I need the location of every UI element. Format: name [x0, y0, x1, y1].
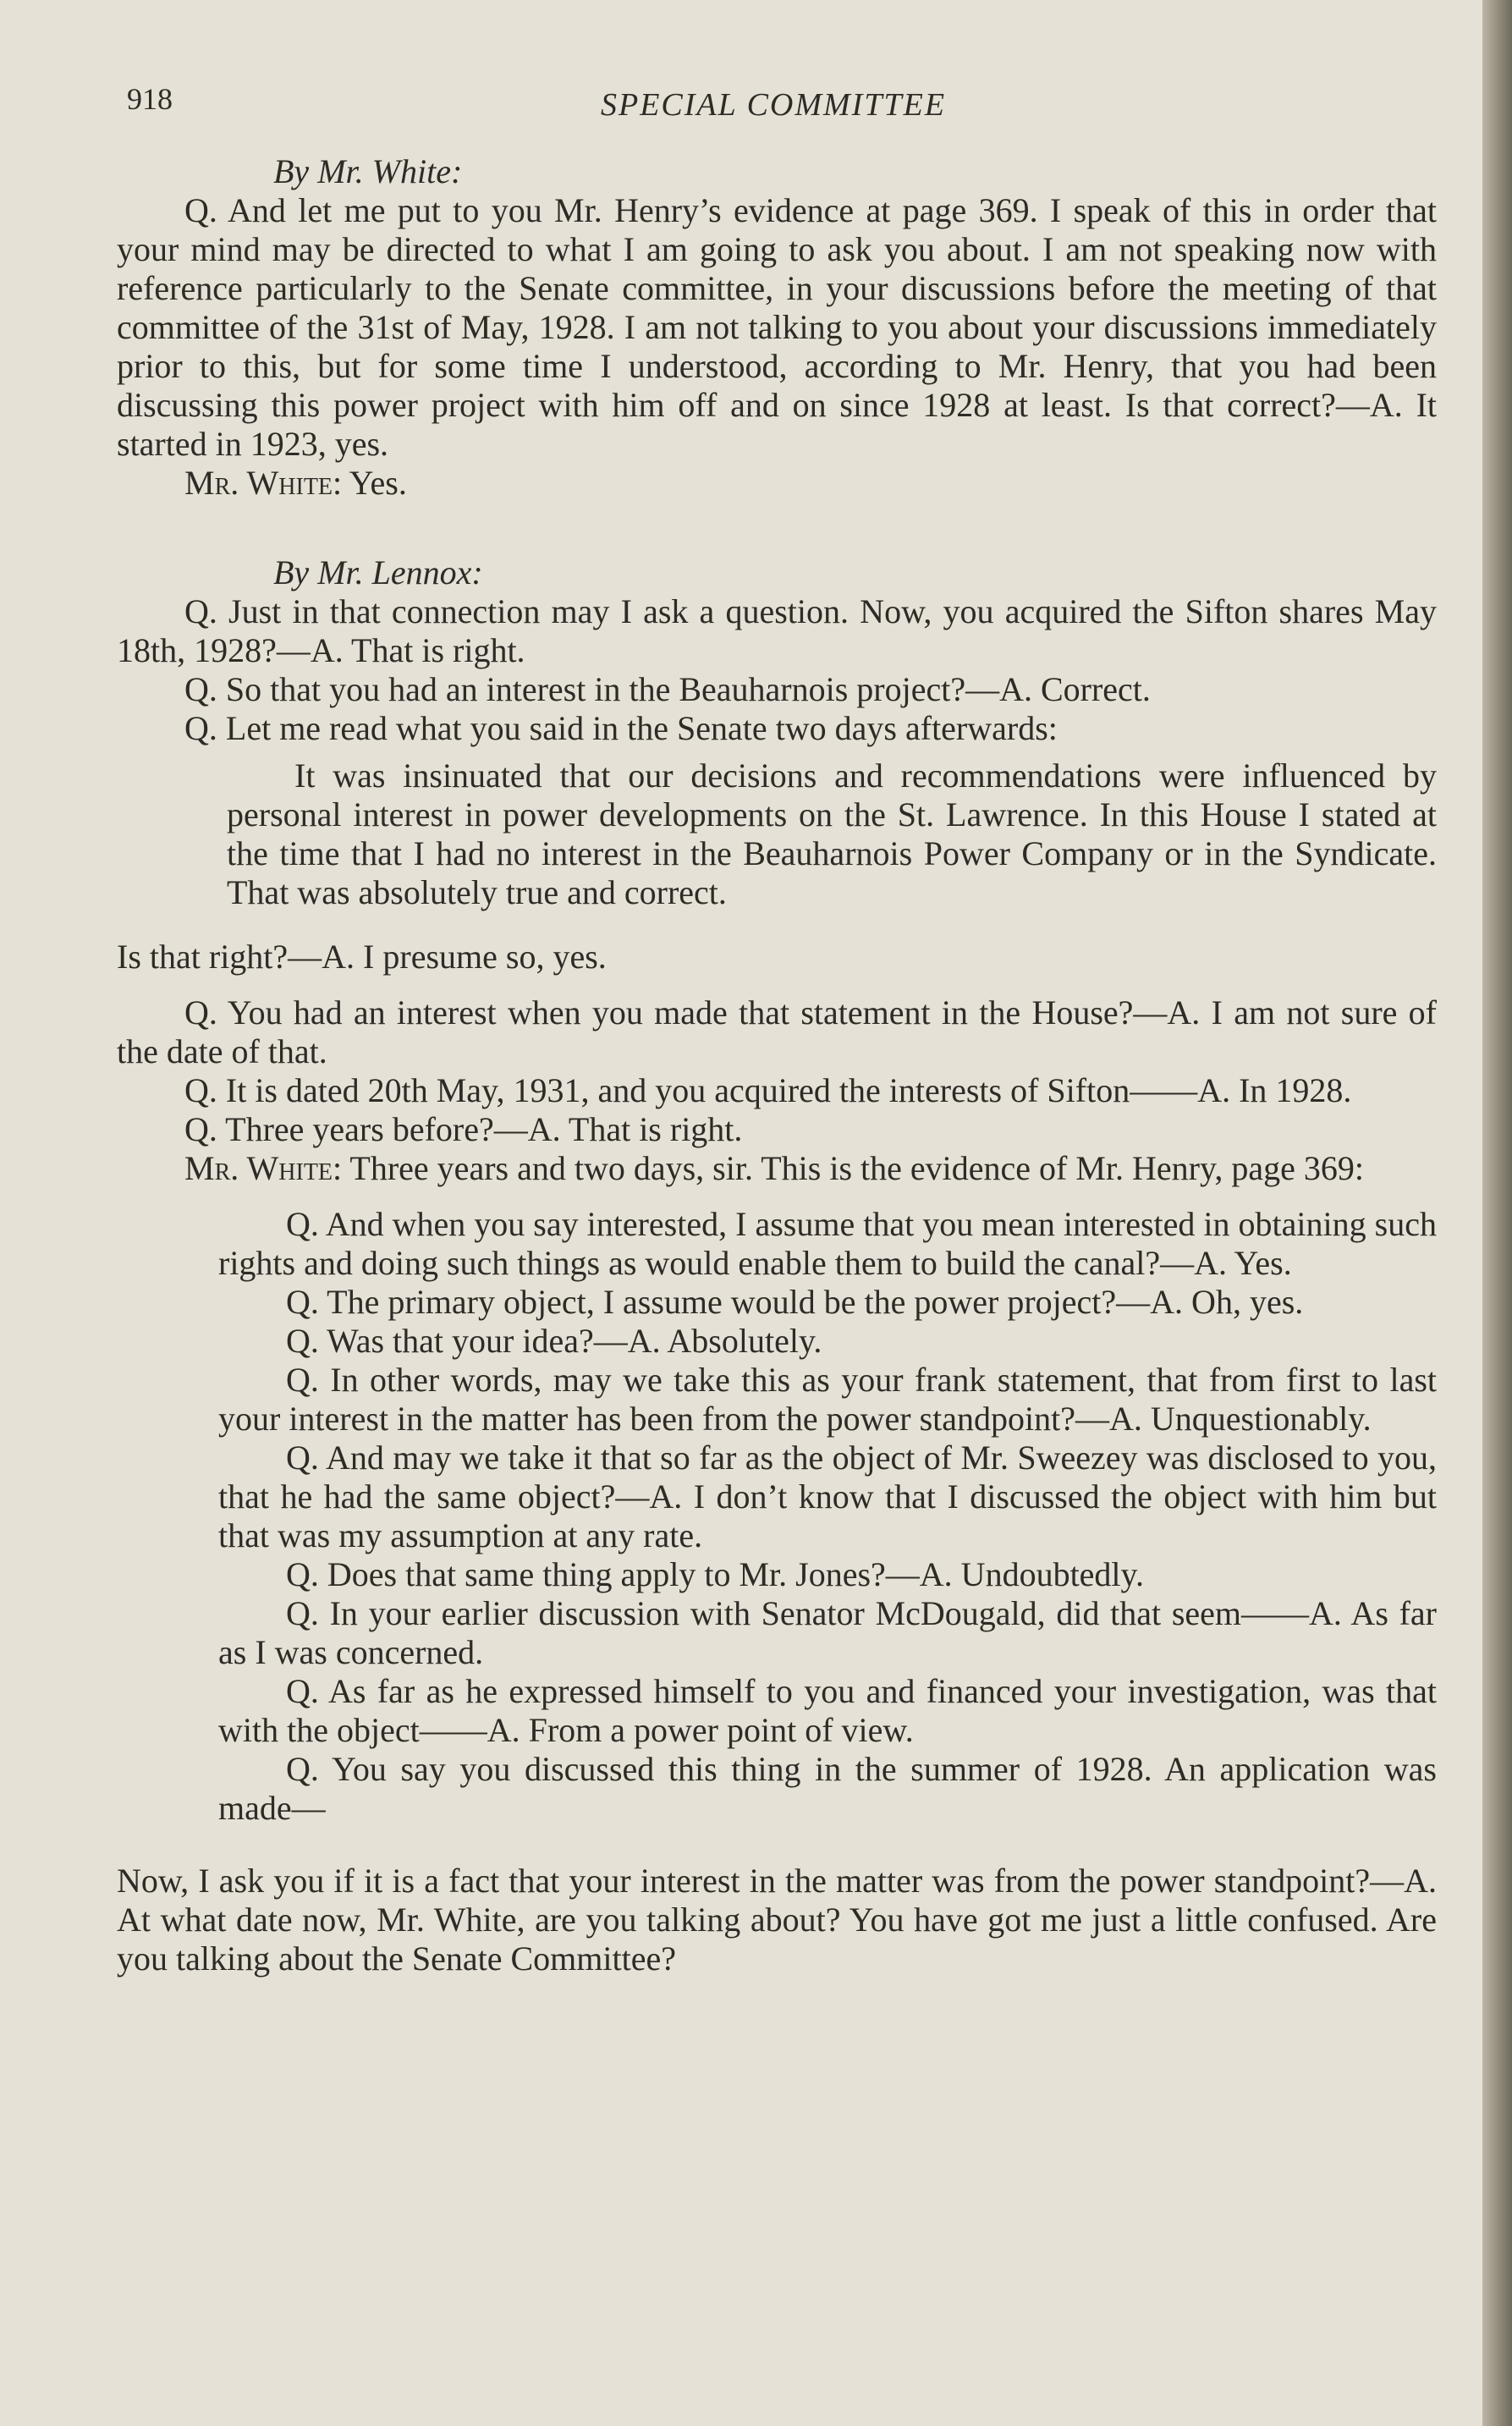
- page-header: [110, 81, 1447, 132]
- question-paragraph: Q. And let me put to you Mr. Henry’s evidence at page 369. I speak of this in order that your mind may be directed to what I am going to ask you about. I am not speaking now with reference particularly to the Senate committee, in your discussions before the meeting of that committee of the 31st of May, 1928. I am not talking to you about your discussions immediately prior to this, but for some time I understood, according to Mr. Henry, that you had been discussing this power project with him off and on since 1928 at least. Is that correct?—A. It started in 1923, yes.: [117, 191, 1437, 463]
- quoted-question: Q. Does that same thing apply to Mr. Jones?—A. Undoubtedly.: [286, 1555, 1144, 1593]
- examiner-heading: By Mr. Lennox:: [273, 553, 483, 591]
- speaker-text: Three years and two days, sir. This is the evidence of Mr. Henry, page 369:: [349, 1149, 1364, 1187]
- senate-quote: It was insinuated that our decisions and recommendations were influenced by personal interest in power developments on the St. Lawrence. In this House I stated at the time that I had no interest in the Beauharnois Power Company or in the Syndicate. That was absolutely true and correct.: [227, 756, 1437, 911]
- quoted-question: Q. You say you discussed this thing in the summer of 1928. An application was made—: [218, 1750, 1437, 1827]
- quoted-question: Q. In your earlier discussion with Senator McDougald, did that seem——A. As far as I was concerned.: [218, 1594, 1437, 1671]
- question-paragraph: Q. You had an interest when you made that statement in the House?—A. I am not sure of the date of that.: [117, 993, 1437, 1070]
- speaker-name: Mr. White:: [184, 464, 343, 502]
- speaker-name: Mr. White:: [184, 1149, 343, 1187]
- henry-evidence-quote: [117, 1205, 1437, 1828]
- book-spine-shadow: [1482, 0, 1512, 2426]
- question-paragraph: Q. Just in that connection may I ask a question. Now, you acquired the Sifton shares May 18th, 1928?—A. That is right.: [117, 592, 1437, 669]
- speaker-text: Yes.: [349, 464, 407, 502]
- quoted-question: Q. Was that your idea?—A. Absolutely.: [286, 1322, 822, 1360]
- closing-paragraph: Now, I ask you if it is a fact that your interest in the matter was from the power standpoint?—A. At what date now, Mr. White, are you talking about? You have got me just a little confused. Are you talking about the Senate Committee?: [117, 1862, 1437, 1978]
- speaker-line: [117, 1149, 1437, 1188]
- quoted-question: Q. And when you say interested, I assume that you mean interested in obtaining such rights and doing such things as would enable them to build the canal?—A. Yes.: [218, 1205, 1437, 1282]
- question-paragraph: Q. It is dated 20th May, 1931, and you acquired the interests of Sifton——A. In 1928.: [184, 1071, 1352, 1109]
- running-title: SPECIAL COMMITTEE: [601, 87, 947, 123]
- question-paragraph: Q. Let me read what you said in the Senate two days afterwards:: [184, 709, 1058, 747]
- question-paragraph: Q. Three years before?—A. That is right.: [184, 1110, 743, 1148]
- question-paragraph: Is that right?—A. I presume so, yes.: [117, 938, 607, 976]
- quoted-question: Q. The primary object, I assume would be the power project?—A. Oh, yes.: [286, 1283, 1304, 1321]
- speaker-line: [117, 464, 1437, 503]
- quoted-question: Q. In other words, may we take this as your frank statement, that from first to last your interest in the matter has been from the power standpoint?—A. Unquestionably.: [218, 1361, 1437, 1438]
- quoted-question: Q. As far as he expressed himself to you and financed your investigation, was that with the object——A. From a power point of view.: [218, 1672, 1437, 1749]
- question-paragraph: Q. So that you had an interest in the Beauharnois project?—A. Correct.: [184, 670, 1151, 708]
- examiner-heading: By Mr. White:: [273, 152, 463, 190]
- quoted-question: Q. And may we take it that so far as the object of Mr. Sweezey was disclosed to you, that he had the same object?—A. I don’t know that I discussed the object with him but that was my assumption at any rate.: [218, 1439, 1437, 1554]
- page-number: 918: [127, 82, 173, 116]
- body-text: [117, 152, 1437, 1978]
